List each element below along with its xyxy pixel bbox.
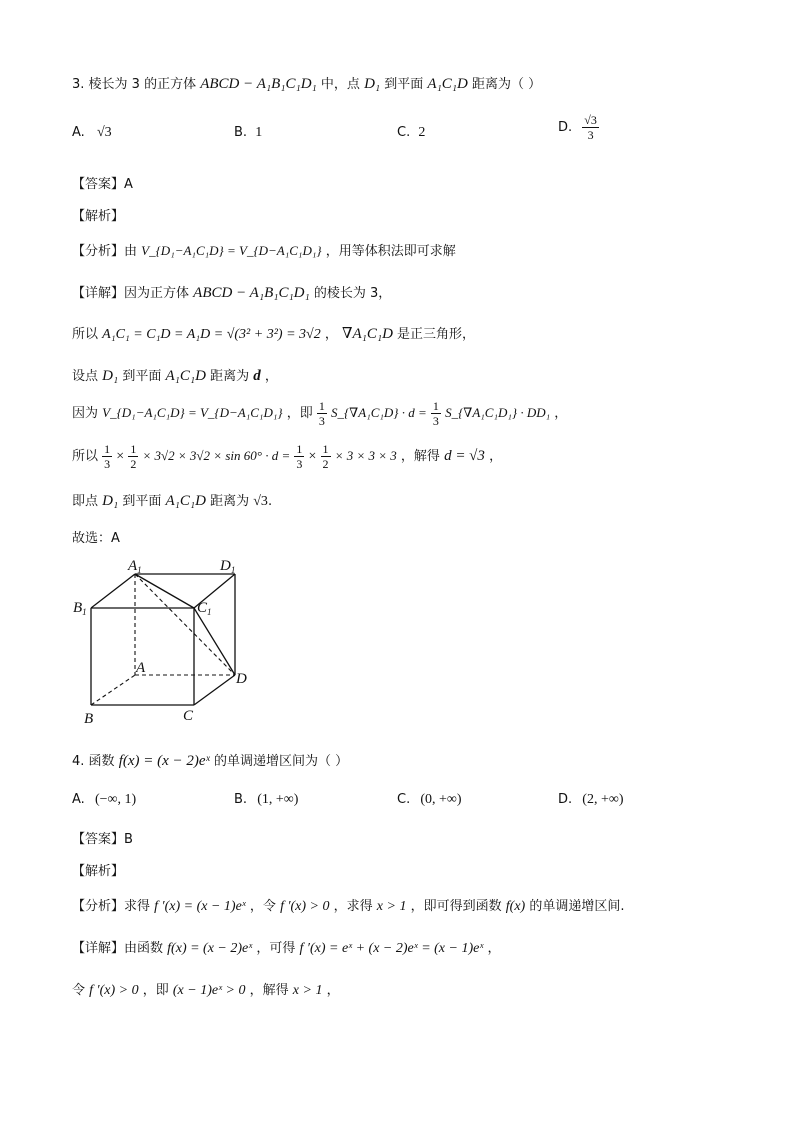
- q4-option-d-label: D.: [558, 792, 573, 807]
- q4-option-a: [72, 792, 136, 808]
- label-c1: $C_1$: [197, 600, 212, 617]
- q3-line3-point: D₁: [102, 368, 119, 384]
- q3-line6-point: D₁: [102, 493, 119, 509]
- q3-line3-text1: 设点: [72, 369, 99, 384]
- q3-line4-text3: ，: [554, 406, 568, 421]
- edge-a1c1: [135, 574, 194, 608]
- q4-option-b-value: (1, +∞): [257, 792, 299, 807]
- q3-line2-triangle: ∇A₁C₁D: [342, 326, 393, 342]
- q4-line2-formula1: f ′(x) > 0: [89, 983, 139, 998]
- q3-option-b-label: B.: [234, 125, 248, 140]
- q4-option-d: [558, 792, 624, 808]
- q4-option-c: [397, 792, 462, 808]
- q3-detail-line4: [72, 400, 567, 427]
- q3-detail-line3: [72, 365, 278, 385]
- frac-num: 1: [318, 399, 325, 413]
- q4-detail-line2: [72, 979, 340, 999]
- frac-den: 3: [318, 414, 325, 428]
- q4-line2-formula2: (x − 1)eˣ > 0: [172, 983, 246, 998]
- q3-stem-mid2: 到平面: [384, 77, 424, 92]
- q3-fenxi-text1: 由: [124, 244, 138, 259]
- q4-line2-text1: 令: [72, 983, 86, 998]
- frac-den: 3: [432, 414, 439, 428]
- q4-line1-formula1: f(x) = (x − 2)eˣ: [167, 941, 253, 956]
- q3-stem: [72, 73, 541, 93]
- q3-line5-frac2: [128, 443, 138, 470]
- q3-line1-text1: 因为正方体: [124, 286, 190, 301]
- q3-line2-text1: 所以: [72, 327, 99, 342]
- q4-fenxi-formula2: f ′(x) > 0: [280, 899, 330, 914]
- q4-option-b-label: B.: [234, 792, 248, 807]
- q4-option-a-label: A.: [72, 792, 85, 807]
- label-a: A: [136, 660, 146, 676]
- q3-line2-text3: 是正三角形，: [397, 327, 476, 342]
- q3-line4-formula: V_{D₁−A₁C₁D} = V_{D−A₁C₁D₁}: [102, 405, 283, 420]
- q4-option-d-value: (2, +∞): [582, 792, 624, 807]
- q4-fenxi-formula4: f(x): [505, 899, 526, 914]
- q3-cube-name: ABCD − A₁B₁C₁D₁: [200, 76, 317, 92]
- q3-line3-text2: 到平面: [122, 369, 162, 384]
- q3-line5-text2: ，解得: [400, 449, 440, 464]
- q3-line4-frac2: [431, 400, 441, 427]
- q4-line2-formula3: x > 1: [292, 983, 323, 998]
- q4-option-c-value: (0, +∞): [420, 792, 462, 807]
- q3-line4-formula2b: S_{∇A₁C₁D₁} · DD₁: [445, 405, 551, 420]
- q3-line4-frac1: [317, 400, 327, 427]
- edge-b1a1: [91, 574, 135, 608]
- q3-line1-text2: 的棱长为 3，: [313, 286, 392, 301]
- q3-option-d-den: 3: [587, 128, 594, 142]
- q3-analysis-heading: 【解析】: [72, 209, 125, 224]
- edge-cd: [194, 675, 235, 705]
- q3-line6-text4: .: [267, 494, 273, 509]
- q3-fenxi-text2: ，用等体积法即可求解: [325, 244, 456, 259]
- q3-line5-text1: 所以: [72, 449, 99, 464]
- q3-fenxi-formula: V_{D₁−A₁C₁D} = V_{D−A₁C₁D₁}: [141, 243, 322, 258]
- edge-ba-hidden: [91, 675, 135, 705]
- q3-line5-frac4: [321, 443, 331, 470]
- label-b: B: [84, 711, 94, 727]
- q3-line5-formula-b: × 3 × 3 × 3: [334, 448, 397, 463]
- q3-option-d-label: D.: [558, 120, 573, 135]
- q3-option-b: [234, 125, 262, 141]
- frac-den: 3: [104, 457, 111, 471]
- label-c: C: [183, 708, 194, 724]
- q4-answer-value: B: [124, 832, 133, 847]
- q4-fenxi-text1: 求得: [124, 899, 151, 914]
- q4-option-b: [234, 792, 298, 808]
- frac-num: 1: [432, 399, 439, 413]
- q4-answer-tag: 【答案】: [72, 832, 125, 847]
- q3-line3-text4: ，: [264, 369, 278, 384]
- frac-num: 1: [296, 442, 303, 456]
- q3-line3-plane: A₁C₁D: [165, 368, 206, 384]
- q4-line2-text4: ，: [326, 983, 340, 998]
- q3-stem-suffix: 距离为（ ）: [472, 77, 542, 92]
- q4-fenxi-text4: ，即可得到函数: [410, 899, 502, 914]
- frac-den: 3: [296, 457, 303, 471]
- q4-fenxi-text2: ，令: [249, 899, 276, 914]
- label-b1: $B_1$: [73, 600, 87, 617]
- q3-detail-line1: [72, 282, 391, 302]
- q4-line1-formula2: f ′(x) = eˣ + (x − 2)eˣ = (x − 1)eˣ: [299, 941, 484, 956]
- edge-c1d: [194, 608, 235, 675]
- q4-line2-text2: ，即: [142, 983, 169, 998]
- q4-detail-line1: [72, 937, 500, 957]
- q3-line5-frac1: [102, 443, 112, 470]
- q4-option-c-label: C.: [397, 792, 411, 807]
- q3-line5-frac3: [294, 443, 304, 470]
- q3-option-d: [558, 114, 599, 141]
- q3-stem-prefix: 3. 棱长为 3 的正方体: [72, 77, 197, 92]
- q4-xiangjie-tag: 【详解】: [72, 941, 125, 956]
- label-d1: $D_1$: [220, 558, 236, 575]
- q3-answer: [72, 173, 133, 192]
- frac-den: 2: [322, 457, 329, 471]
- q3-line5-formula-a: × 3√2 × 3√2 × sin 60° · d =: [142, 448, 291, 463]
- q4-fenxi-tag: 【分析】: [72, 899, 125, 914]
- q3-option-b-value: 1: [255, 125, 263, 140]
- q4-fenxi-text5: 的单调递增区间.: [529, 899, 625, 914]
- q3-line5-text3: ，: [489, 449, 503, 464]
- q4-fenxi-formula1: f ′(x) = (x − 1)eˣ: [154, 899, 246, 914]
- q3-line6-text1: 即点: [72, 494, 99, 509]
- frac-num: 1: [130, 442, 137, 456]
- q3-detail-line2: [72, 323, 475, 343]
- q3-option-c: [397, 125, 425, 141]
- q3-line6-value: √3: [253, 494, 268, 509]
- q3-point: D₁: [364, 76, 381, 92]
- frac-num: 1: [322, 442, 329, 456]
- q3-option-c-label: C.: [397, 125, 411, 140]
- q3-fenxi-tag: 【分析】: [72, 244, 125, 259]
- q3-line2-formula: A₁C₁ = C₁D = A₁D = √(3² + 3²) = 3√2: [102, 327, 321, 342]
- q3-line2-text2: ，: [324, 327, 338, 342]
- q3-option-a-label: A.: [72, 125, 85, 140]
- q4-fenxi-formula3: x > 1: [376, 899, 407, 914]
- q3-detail-line5: 所以 $\frac{1}{3}$ × $\frac{1}{2}$ × 3√2 × 3√2 × sin 60° · d = $\frac{1}{3}$ × $\frac{1}{2}$ × 3 × 3 × 3 ，解得 d = √3 ，: [72, 442, 503, 471]
- q3-line6-text2: 到平面: [122, 494, 162, 509]
- q3-line3-var: d: [253, 368, 261, 384]
- q4-fenxi-text3: ，求得: [333, 899, 373, 914]
- q4-line2-text3: ，解得: [249, 983, 289, 998]
- q3-option-a: [72, 125, 112, 141]
- edge-a1d-hidden: [135, 574, 235, 675]
- q3-line1-cube: ABCD − A₁B₁C₁D₁: [193, 285, 310, 301]
- q3-line4-text1: 因为: [72, 406, 99, 421]
- q3-select: 故选：A: [72, 531, 120, 546]
- q3-line4-formula2a: S_{∇A₁C₁D} · d =: [330, 405, 427, 420]
- frac-num: 1: [104, 442, 111, 456]
- q3-line3-text3: 距离为: [210, 369, 250, 384]
- q4-line1-text1: 由函数: [124, 941, 164, 956]
- cube-figure: [70, 555, 260, 730]
- label-d: D: [236, 671, 247, 687]
- q4-option-a-value: (−∞, 1): [94, 792, 137, 807]
- q3-detail-line6: [72, 490, 272, 510]
- q3-answer-tag: 【答案】: [72, 177, 125, 192]
- q4-line1-text2: ，可得: [256, 941, 296, 956]
- q3-option-c-value: 2: [418, 125, 426, 140]
- q4-analysis-heading: 【解析】: [72, 864, 125, 879]
- q3-line4-text2: ，即: [286, 406, 313, 421]
- q3-xiangjie-tag: 【详解】: [72, 286, 125, 301]
- q3-option-d-num: √3: [584, 113, 597, 127]
- frac-den: 2: [130, 457, 137, 471]
- q3-option-a-value: √3: [96, 125, 112, 140]
- q3-stem-mid: 中，点: [320, 77, 360, 92]
- q4-answer: [72, 828, 133, 847]
- q3-plane: A₁C₁D: [427, 76, 468, 92]
- q3-answer-value: A: [124, 177, 133, 192]
- label-a1: $A_1$: [128, 558, 142, 575]
- q4-stem-prefix: 4. 函数: [72, 754, 115, 769]
- q3-line5-result: d = √3: [444, 448, 485, 464]
- q4-function: f(x) = (x − 2)eˣ: [118, 753, 210, 769]
- q3-option-d-fraction: [582, 114, 599, 141]
- q3-line6-plane: A₁C₁D: [165, 493, 206, 509]
- q4-line1-text3: ，: [487, 941, 501, 956]
- q3-fenxi: [72, 240, 456, 259]
- q4-stem: [72, 750, 348, 770]
- q4-fenxi: [72, 895, 624, 915]
- q3-line6-text3: 距离为: [210, 494, 250, 509]
- q4-stem-suffix: 的单调递增区间为（ ）: [213, 754, 349, 769]
